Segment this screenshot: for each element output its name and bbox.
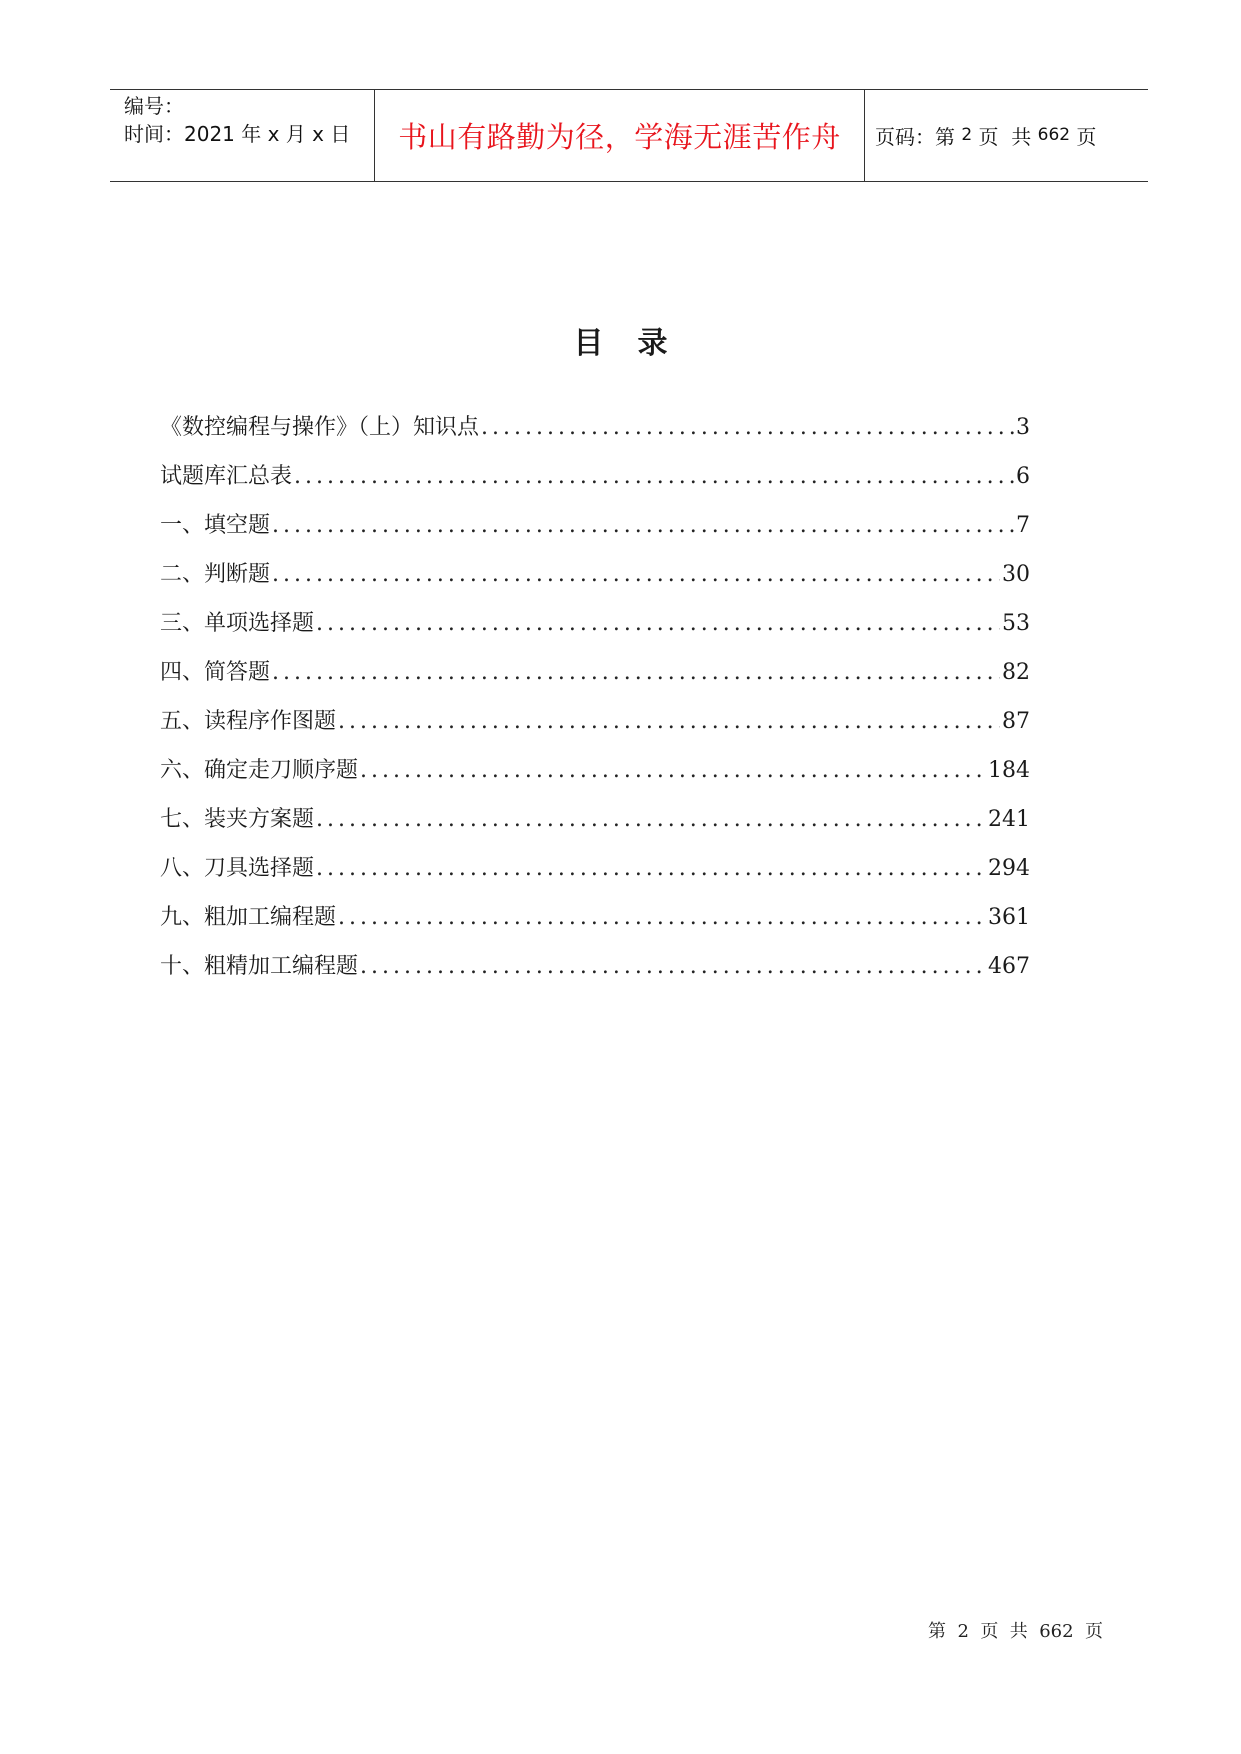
toc-entry[interactable] [160, 802, 1030, 851]
toc-leader-dots [316, 611, 1000, 636]
page-footer: 第 2 页 共 662 页 [928, 1621, 1104, 1642]
toc-entry[interactable] [160, 459, 1030, 508]
toc-entry-label: 《数控编程与操作》（上）知识点 [160, 415, 480, 440]
toc-leader-dots [272, 660, 1000, 685]
toc-entry[interactable] [160, 753, 1030, 802]
toc-leader-dots [360, 954, 986, 979]
toc-entry-page: 53 [1002, 611, 1030, 636]
toc-leader-dots [360, 758, 986, 783]
toc-entry[interactable] [160, 704, 1030, 753]
toc-entry-page: 87 [1002, 709, 1030, 734]
toc-leader-dots [338, 709, 1000, 734]
toc-entry-label: 一、填空题 [160, 513, 271, 538]
toc-entry-label: 九、粗加工编程题 [160, 905, 337, 930]
header-divider [864, 90, 865, 181]
toc-leader-dots [272, 513, 1014, 538]
toc-leader-dots [294, 464, 1014, 489]
toc-entry-label: 四、简答题 [160, 660, 271, 685]
header-page-total: 662 [1037, 125, 1071, 145]
toc-leader-dots [316, 856, 986, 881]
toc-entry-page: 241 [988, 807, 1030, 832]
table-of-contents [160, 410, 1030, 998]
toc-entry-label: 八、刀具选择题 [160, 856, 315, 881]
toc-entry[interactable] [160, 655, 1030, 704]
toc-entry[interactable] [160, 851, 1030, 900]
header-page-suffix: 页 [1070, 124, 1097, 149]
toc-entry[interactable] [160, 557, 1030, 606]
toc-entry[interactable] [160, 900, 1030, 949]
header-number-label: 编号： [124, 94, 184, 118]
toc-entry-page: 3 [1016, 415, 1030, 440]
toc-entry-page: 82 [1002, 660, 1030, 685]
page-header [110, 89, 1148, 182]
toc-entry[interactable] [160, 410, 1030, 459]
header-page-prefix: 页码：第 [875, 124, 962, 149]
toc-leader-dots [338, 905, 986, 930]
header-page-info [875, 90, 1096, 180]
toc-entry[interactable] [160, 508, 1030, 557]
header-page-middle: 页 共 [972, 124, 1038, 149]
header-motto: 书山有路勤为径，学海无涯苦作舟 [398, 119, 841, 154]
toc-leader-dots [481, 415, 1014, 440]
toc-entry[interactable] [160, 949, 1030, 998]
toc-entry[interactable] [160, 606, 1030, 655]
toc-entry-label: 五、读程序作图题 [160, 709, 337, 734]
toc-entry-page: 6 [1016, 464, 1030, 489]
toc-entry-label: 六、确定走刀顺序题 [160, 758, 359, 783]
header-date-label: 时间：2021 年 x 月 x 日 [124, 122, 351, 146]
toc-entry-page: 467 [988, 954, 1030, 979]
toc-entry-page: 7 [1016, 513, 1030, 538]
toc-entry-label: 七、装夹方案题 [160, 807, 315, 832]
toc-entry-page: 294 [988, 856, 1030, 881]
toc-entry-label: 三、单项选择题 [160, 611, 315, 636]
toc-entry-page: 361 [988, 905, 1030, 930]
toc-leader-dots [272, 562, 1000, 587]
toc-entry-label: 试题库汇总表 [160, 464, 293, 489]
toc-entry-page: 30 [1002, 562, 1030, 587]
toc-entry-label: 二、判断题 [160, 562, 271, 587]
toc-title: 目录 [573, 326, 702, 361]
toc-entry-label: 十、粗精加工编程题 [160, 954, 359, 979]
toc-entry-page: 184 [988, 758, 1030, 783]
header-page-current: 2 [961, 125, 973, 145]
toc-leader-dots [316, 807, 986, 832]
header-meta [124, 92, 374, 148]
